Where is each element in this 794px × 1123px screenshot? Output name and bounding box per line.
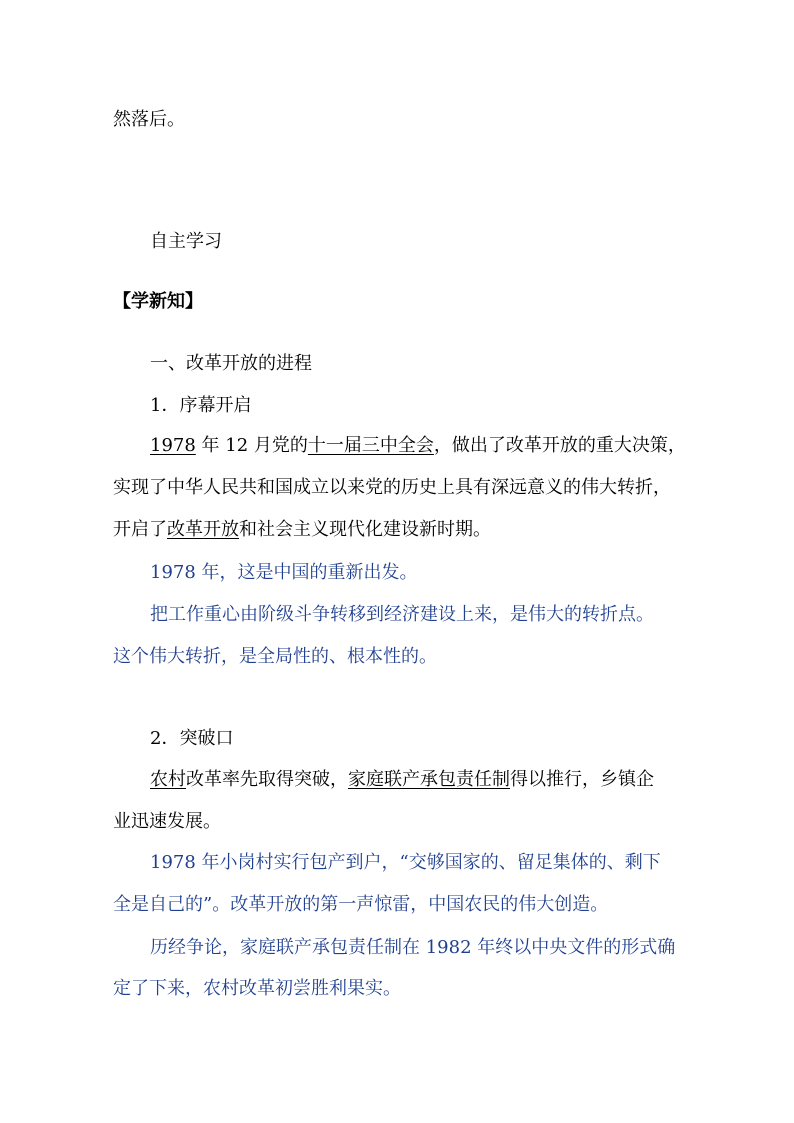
previous-paragraph-tail: 然落后。	[113, 109, 185, 130]
paragraph-2-line-2: 业迅速发展。	[113, 811, 221, 832]
underlined-session: 十一届三中全会	[307, 435, 434, 456]
underlined-responsibility-system: 家庭联产承包责任制	[348, 769, 510, 790]
note-1982-line-2: 定了下来，农村改革初尝胜利果实。	[113, 978, 401, 999]
paragraph-1-line-3: 开启了改革开放和社会主义现代化建设新时期。	[113, 519, 491, 540]
paragraph-1-line-2: 实现了中华人民共和国成立以来党的历史上具有深远意义的伟大转折，	[113, 477, 671, 498]
paragraph-1-line-1: 1978 年 12 月党的十一届三中全会，做出了改革开放的重大决策，	[150, 435, 686, 456]
note-turning-point-line-2: 这个伟大转折，是全局性的、根本性的。	[113, 646, 437, 667]
section-label: 自主学习	[150, 231, 222, 252]
note-1982-line-1: 历经争论，家庭联产承包责任制在 1982 年终以中央文件的形式确	[150, 937, 676, 958]
heading-reform-process: 一、改革开放的进程	[150, 353, 312, 374]
subheading-prelude: 1．序幕开启	[150, 395, 252, 416]
note-xiaogang-line-2: 全是自己的”。改革开放的第一声惊雷，中国农民的伟大创造。	[113, 894, 609, 915]
paragraph-2-line-1: 农村改革率先取得突破，家庭联产承包责任制得以推行，乡镇企	[150, 769, 654, 790]
note-xiaogang-line-1: 1978 年小岗村实行包产到户，“交够国家的、留足集体的、剩下	[150, 852, 661, 873]
underlined-rural: 农村	[150, 769, 186, 790]
note-turning-point-line-1: 把工作重心由阶级斗争转移到经济建设上来，是伟大的转折点。	[150, 604, 654, 625]
bracket-heading: 【学新知】	[113, 291, 203, 312]
note-restart: 1978 年，这是中国的重新出发。	[150, 562, 418, 583]
underlined-reform: 改革开放	[167, 519, 239, 540]
underlined-year: 1978	[150, 435, 196, 456]
subheading-breakthrough: 2．突破口	[150, 728, 234, 749]
